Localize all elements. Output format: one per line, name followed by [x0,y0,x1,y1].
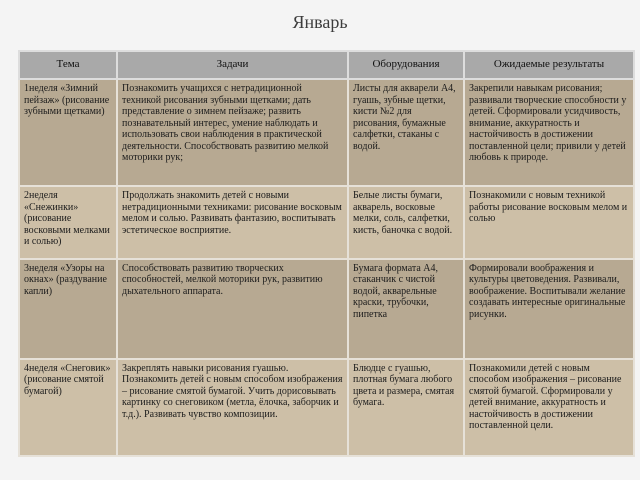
cell-theme: 1неделя «Зимний пейзаж» (рисование зубными щетками) [19,79,117,186]
cell-results: Закрепили навыкам рисования; развивали творческие способности у детей. Сформировали усидчивость, внимание, аккуратность и настойчивость в достижении поставленной цели; привили у детей любовь к природе. [464,79,634,186]
cell-results: Познакомили с новым техникой работы рисование восковым мелом и солью [464,186,634,259]
cell-equipment: Листы для акварели А4, гуашь, зубные щетки, кисти №2 для рисования, бумажные салфетки, стаканы с водой. [348,79,464,186]
table-row [19,186,634,259]
plan-table-wrapper [18,50,633,457]
cell-equipment: Белые листы бумаги, акварель, восковые мелки, соль, салфетки, кисть, баночка с водой. [348,186,464,259]
cell-equipment: Бумага формата А4, стаканчик с чистой водой, акварельные краски, трубочки, пипетка [348,259,464,359]
header-tasks: Задачи [117,51,348,79]
header-results: Ожидаемые результаты [464,51,634,79]
cell-theme: 4неделя «Снеговик» (рисование смятой бумагой) [19,359,117,456]
cell-equipment: Блюдце с гуашью, плотная бумага любого цвета и размера, смятая бумага. [348,359,464,456]
header-row [19,51,634,79]
cell-tasks: Продолжать знакомить детей с новыми нетрадиционными техниками: рисование восковым мелом и солью. Развивать фантазию, воспитывать эстетическое восприятие. [117,186,348,259]
header-theme: Тема [19,51,117,79]
cell-theme: 2неделя «Снежинки» (рисование восковыми мелками и солью) [19,186,117,259]
page-title: Январь [292,12,348,32]
cell-tasks: Способствовать развитию творческих способностей, мелкой моторики рук, развитию дыхательного аппарата. [117,259,348,359]
cell-results: Формировали воображения и культуры цветоведения. Развивали, воображение. Воспитывали желание создавать интересные оригинальные рисунки. [464,259,634,359]
cell-theme: 3неделя «Узоры на окнах» (раздувание капли) [19,259,117,359]
table-row [19,79,634,186]
cell-tasks: Закреплять навыки рисования гуашью. Познакомить детей с новым способом изображения – рисование смятой бумагой. Учить дорисовывать картинку со снеговиком (метла, ёлочка, заборчик и т.д.). Развивать чувство композиции. [117,359,348,456]
plan-table [18,50,635,457]
cell-results: Познакомили детей с новым способом изображения – рисование смятой бумагой. Сформировали у детей внимание, аккуратность и настойчивость в достижении поставленной цели. [464,359,634,456]
cell-tasks: Познакомить учащихся с нетрадиционной техникой рисования зубными щетками; дать представление о зимнем пейзаже; развить познавательный интерес, умение наблюдать и использовать свои наблюдения в практической деятельности. Способствовать развитию мелкой моторики рук; [117,79,348,186]
header-equipment: Оборудования [348,51,464,79]
table-row [19,259,634,359]
table-row [19,359,634,456]
